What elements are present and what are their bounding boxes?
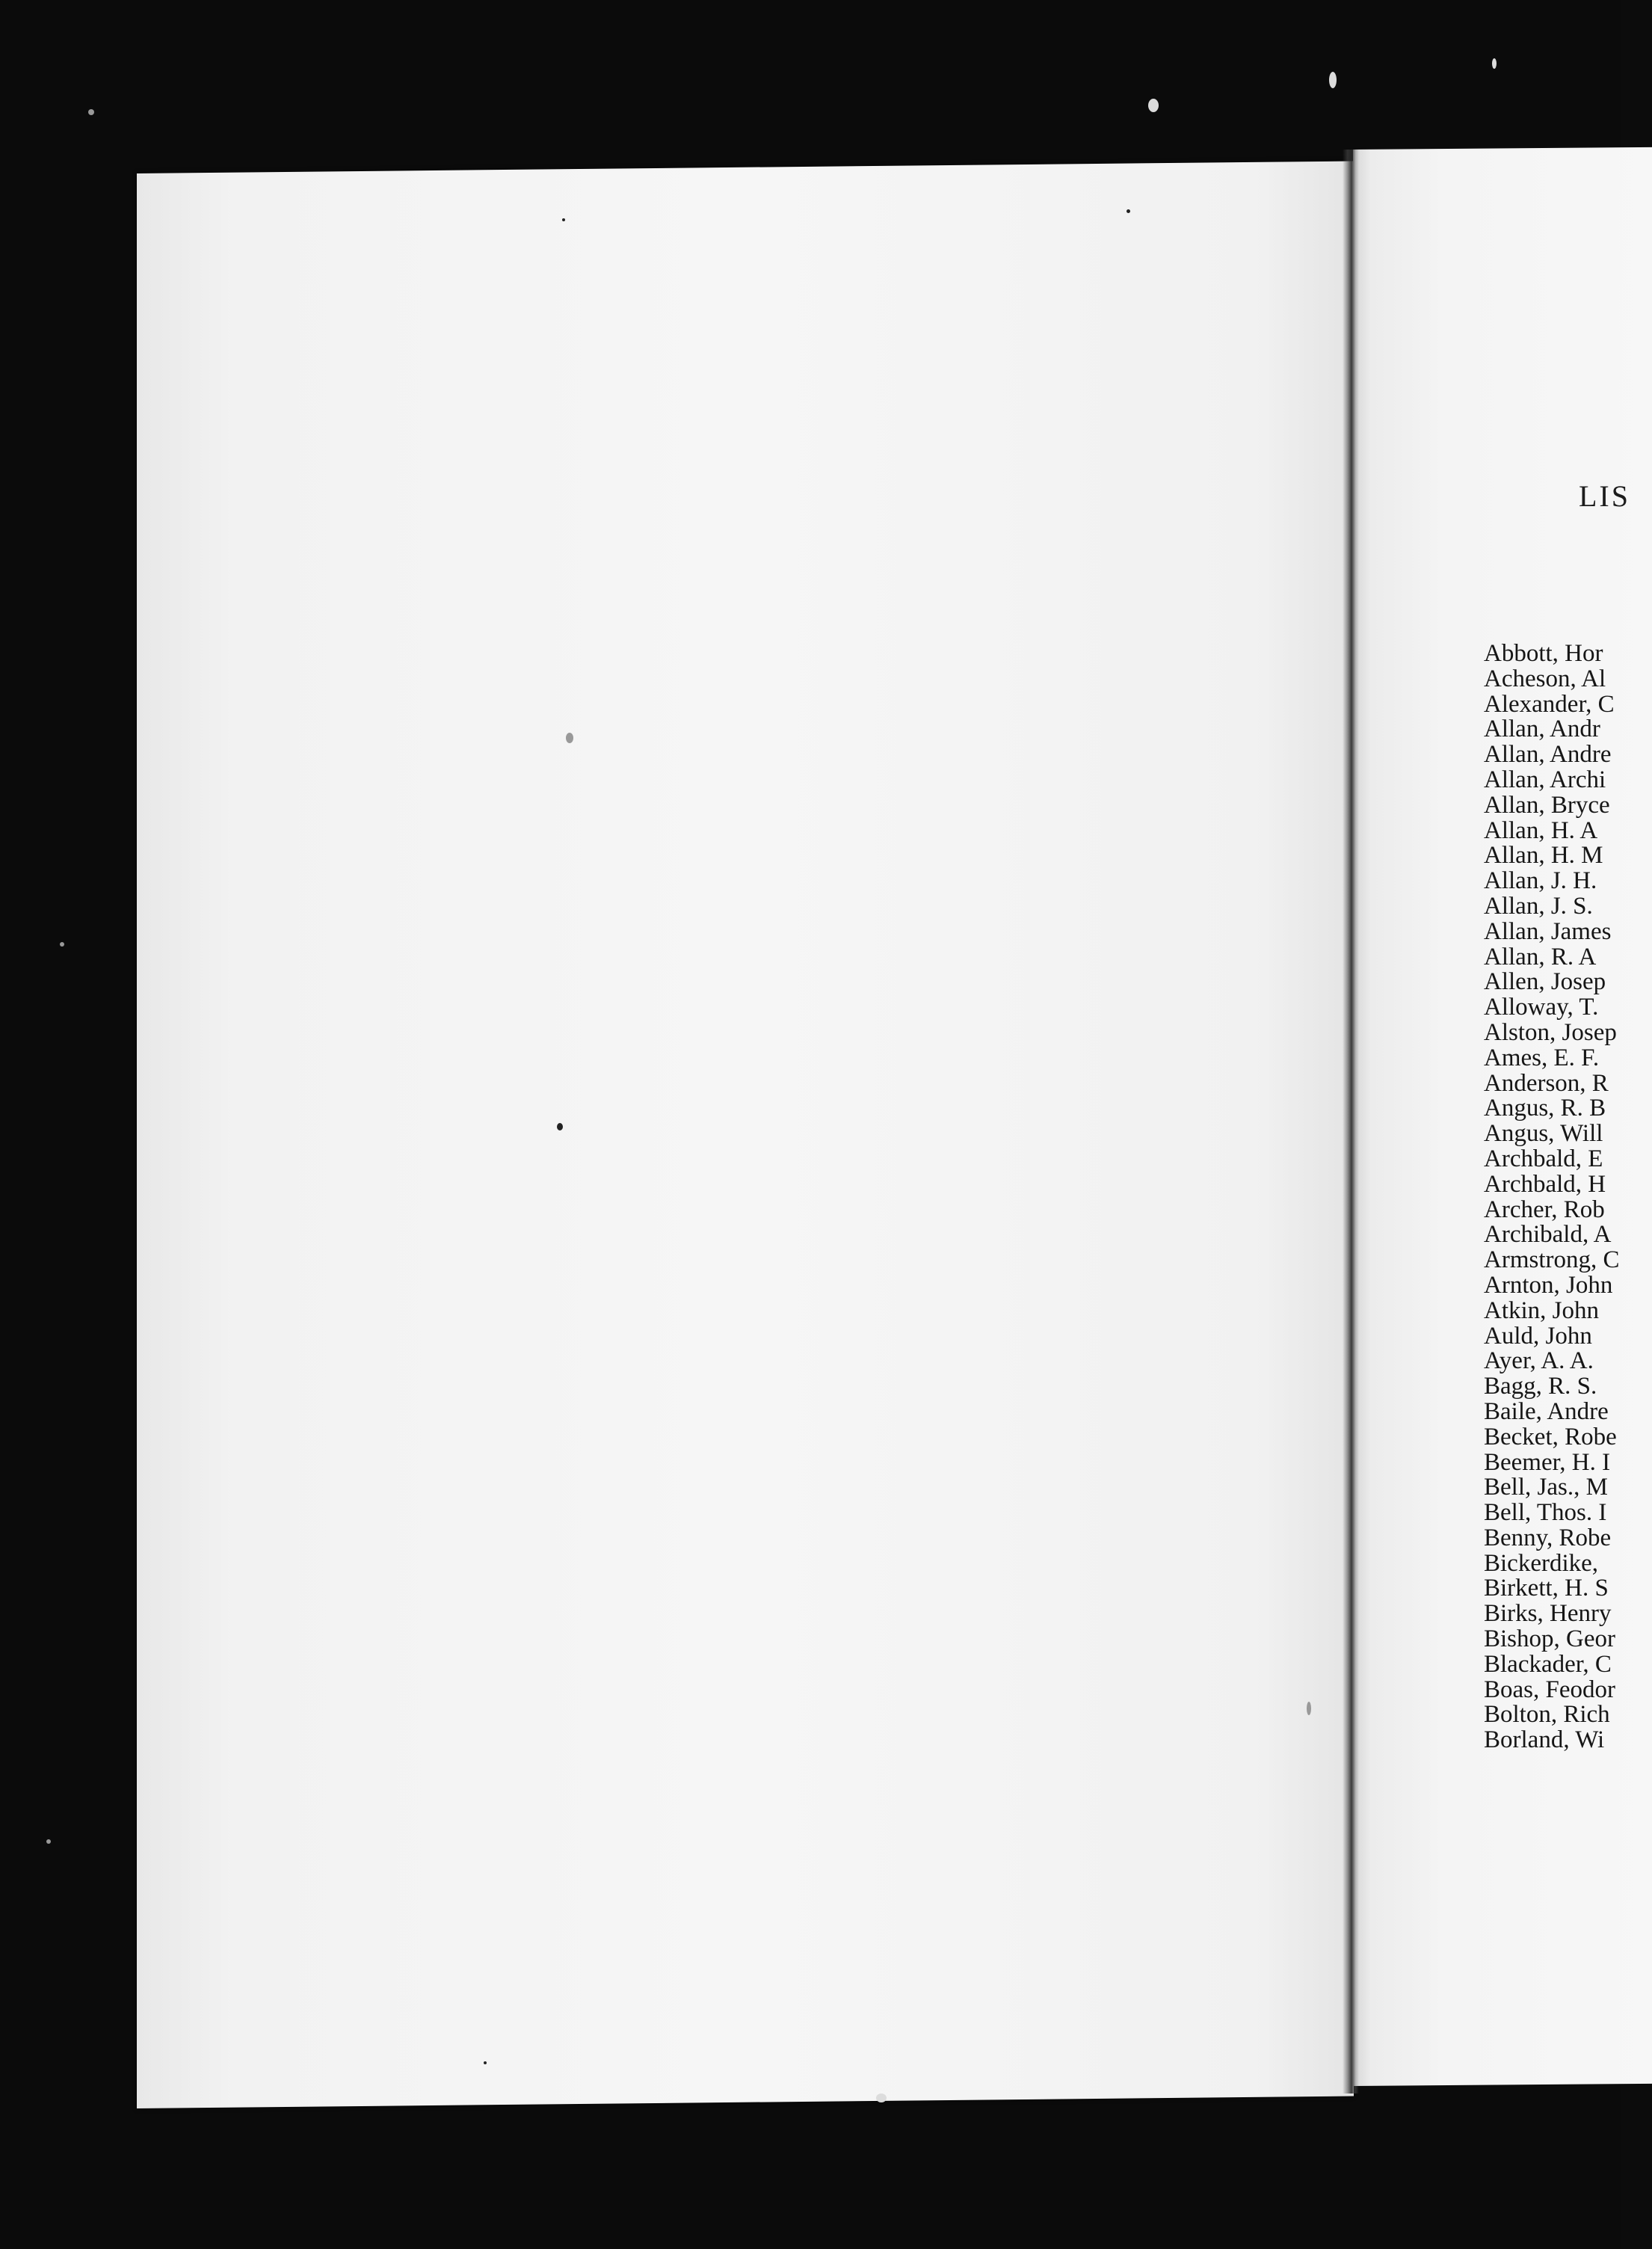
list-item: Allan, R. A — [1484, 943, 1597, 970]
dust-speck — [88, 109, 94, 115]
list-item: Alexander, C — [1484, 690, 1615, 718]
list-item: Allan, Andre — [1484, 741, 1612, 769]
list-item: Ayer, A. A. — [1484, 1347, 1594, 1375]
list-item: Angus, Will — [1484, 1120, 1603, 1148]
list-heading: LIS — [1579, 479, 1630, 513]
list-item: Bolton, Rich — [1484, 1701, 1610, 1729]
list-item: Allan, James — [1484, 917, 1612, 945]
list-item: Birkett, H. S — [1484, 1575, 1609, 1602]
list-item: Beemer, H. I — [1484, 1448, 1611, 1476]
list-item: Bell, Jas., M — [1484, 1474, 1608, 1501]
list-item: Arnton, John — [1484, 1271, 1613, 1299]
list-item: Bell, Thos. I — [1484, 1499, 1607, 1527]
list-item: Armstrong, C — [1484, 1246, 1620, 1274]
list-item: Bishop, Geor — [1484, 1625, 1615, 1653]
list-item: Baile, Andre — [1484, 1397, 1609, 1425]
blank-left-page — [137, 161, 1354, 2108]
list-item: Allan, H. A — [1484, 816, 1598, 844]
list-item: Becket, Robe — [1484, 1423, 1617, 1450]
list-item: Archer, Rob — [1484, 1196, 1605, 1223]
list-item: Blackader, C — [1484, 1650, 1612, 1678]
dust-speck — [1329, 72, 1337, 88]
list-item: Allan, Andr — [1484, 716, 1600, 743]
list-item: Ames, E. F. — [1484, 1044, 1600, 1071]
dust-speck — [876, 2093, 887, 2102]
list-item: Allan, H. M — [1484, 842, 1603, 870]
list-item: Anderson, R — [1484, 1069, 1609, 1097]
dust-speck — [566, 733, 573, 743]
list-item: Bagg, R. S. — [1484, 1373, 1597, 1400]
list-item: Allan, Bryce — [1484, 791, 1610, 819]
dust-speck — [562, 218, 565, 221]
list-item: Birks, Henry — [1484, 1600, 1612, 1628]
list-item: Abbott, Hor — [1484, 640, 1603, 667]
list-item: Allen, Josep — [1484, 968, 1606, 996]
list-item: Boas, Feodor — [1484, 1676, 1615, 1703]
list-item: Bickerdike, — [1484, 1549, 1599, 1577]
list-item: Acheson, Al — [1484, 665, 1606, 692]
dust-speck — [46, 1839, 51, 1844]
list-item: Auld, John — [1484, 1322, 1592, 1350]
dust-speck — [557, 1123, 563, 1130]
list-item: Atkin, John — [1484, 1296, 1600, 1324]
list-item: Archbald, H — [1484, 1170, 1606, 1198]
name-list — [1484, 642, 1620, 1753]
list-item: Archbald, E — [1484, 1145, 1603, 1172]
list-item: Archibald, A — [1484, 1221, 1612, 1249]
list-item: Benny, Robe — [1484, 1524, 1612, 1551]
dust-speck — [484, 2061, 487, 2064]
list-item: Alston, Josep — [1484, 1018, 1617, 1046]
list-item: Allan, Archi — [1484, 766, 1606, 793]
list-item: Allan, J. S. — [1484, 892, 1593, 920]
dust-speck — [1492, 58, 1497, 69]
page-gutter — [1343, 150, 1359, 2093]
dust-speck — [1148, 99, 1159, 112]
list-item: Angus, R. B — [1484, 1095, 1606, 1122]
dust-speck — [1307, 1702, 1311, 1715]
list-item: Borland, Wi — [1484, 1726, 1605, 1754]
dust-speck — [60, 942, 64, 947]
dust-speck — [1126, 209, 1130, 213]
list-item: Alloway, T. — [1484, 994, 1599, 1021]
list-item: Allan, J. H. — [1484, 867, 1597, 895]
